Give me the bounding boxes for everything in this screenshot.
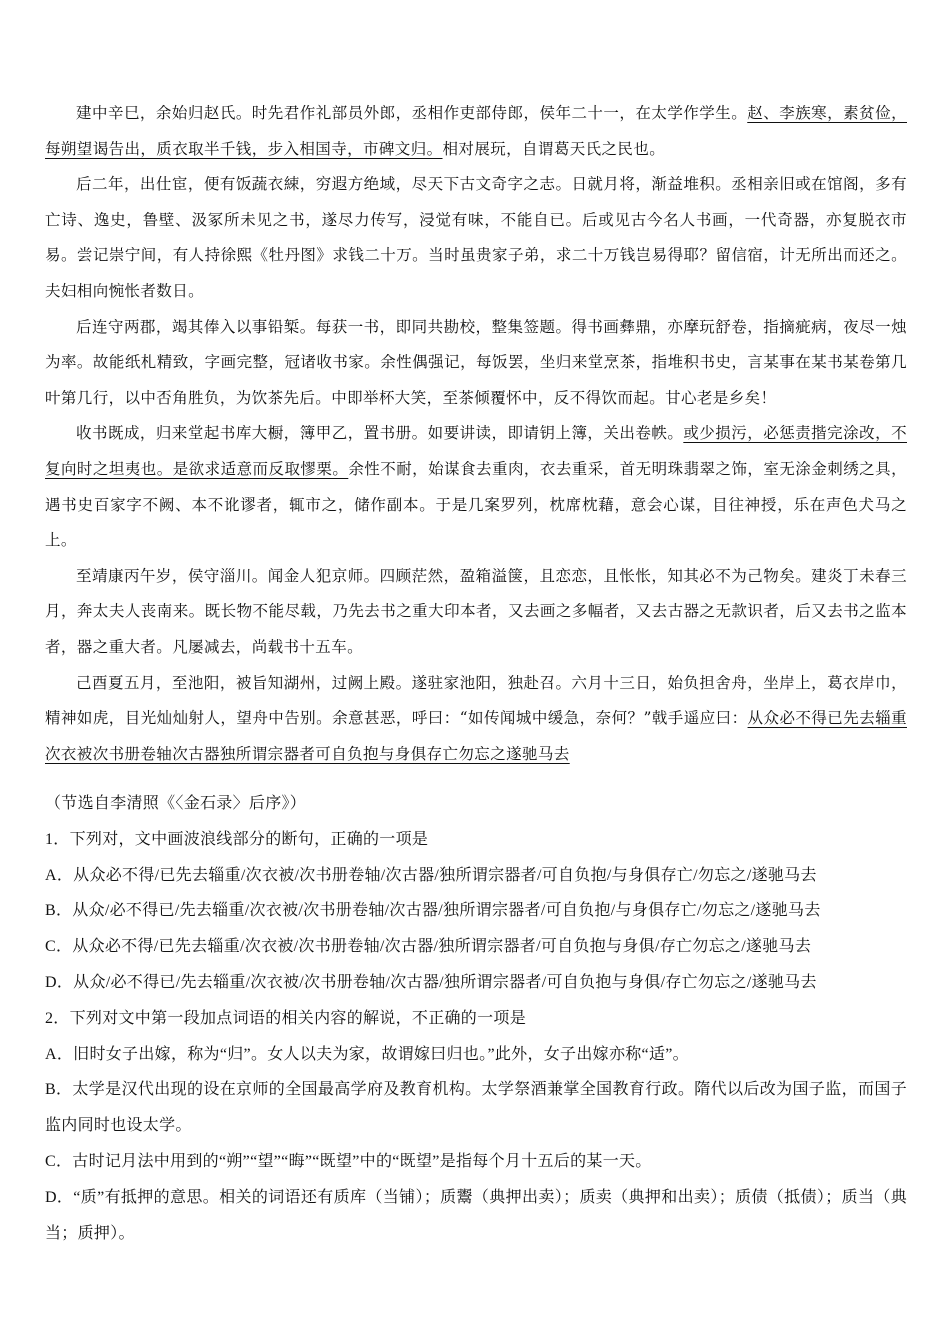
passage-paragraph-5: 至靖康丙午岁，侯守淄川。闻金人犯京师。四顾茫然，盈箱溢箧，且恋恋，且怅怅，知其必不为己物矣。建炎丁未春三月，奔太夫人丧南来。既长物不能尽载，乃先去书之重大印本者，又去画之多幅者，又去古器之无款识者，后又去书之监本者，器之重大者。凡屡减去，尚载书十五车。: [45, 566, 907, 656]
wavy-underlined-sentence: 从众必不得已先去辎重次衣被次书册卷轴次古器独所谓宗器者可自负抱与身俱存亡勿忘之遂驰马去: [45, 709, 907, 763]
questions-section: [45, 786, 907, 1251]
question-1-option-c: C．从众必不得/已先去辎重/次衣被/次书册卷轴/次古器/独所谓宗器者/可自负抱与身俱/存亡勿忘之/遂驰马去: [45, 938, 812, 956]
question-1-option-b: B．从众/必不得已/先去辎重/次衣被/次书册卷轴/次古器/独所谓宗器者/可自负抱/与身俱存亡/勿忘之/遂驰马去: [45, 902, 821, 920]
passage-paragraph-6: [45, 666, 907, 773]
underlined-sentence-2: 或少损污，必惩责揩完涂改，不复向时之坦夷也。是欲求适意而反取憀栗。: [45, 424, 907, 478]
passage-text: 己酉夏五月，至池阳，被旨知湖州，过阙上殿。遂驻家池阳，独赴召。六月十三日，始负担舍舟，坐岸上，葛衣岸巾，精神如虎，目光灿灿射人，望舟中告别。余意甚恶，呼曰：“如传闻城中缓急，奈何？”戟手遥应曰：: [45, 673, 907, 728]
question-2-stem: 2．下列对文中第一段加点词语的相关内容的解说，不正确的一项是: [45, 1009, 527, 1027]
underlined-sentence-1: 赵、李族寒，素贫俭，每朔望谒告出，质衣取半千钱，步入相国寺，市碑文归。: [45, 104, 907, 158]
question-2-option-a: A．旧时女子出嫁，称为“归”。女人以夫为家，故谓嫁曰归也。”此外，女子出嫁亦称“适”。: [45, 1045, 689, 1063]
question-2-option-c: C．古时记月法中用到的“朔”“望”“晦”“既望”中的“既望”是指每个月十五后的某一天。: [45, 1152, 652, 1170]
passage-text: 余性不耐，始谋食去重肉，衣去重采，首无明珠翡翠之饰，室无涂金刺绣之具，遇书史百家字不阙、本不讹谬者，辄市之，储作副本。于是几案罗列，枕席枕藉，意会心谋，目往神授，乐在声色犬马之上。: [45, 459, 907, 550]
passage-text: 相对展玩，自谓葛天氏之民也。: [442, 139, 666, 158]
passage-paragraph-3: 后连守两郡，竭其俸入以事铅椠。每获一书，即同共勘校，整集签题。得书画彝鼎，亦摩玩舒卷，指摘疵病，夜尽一烛为率。故能纸札精致，字画完整，冠诸收书家。余性偶强记，每饭罢，坐归来堂烹茶，指堆积书史，言某事在某书某卷第几叶第几行，以中否角胜负，为饮茶先后。中即举杯大笑，至茶倾覆怀中，反不得饮而起。甘心老是乡矣！: [45, 317, 907, 407]
passage-paragraph-2: 后二年，出仕宦，便有饭蔬衣綀，穷遐方绝域，尽天下古文奇字之志。日就月将，渐益堆积。丞相亲旧或在馆阁，多有亡诗、逸史，鲁壁、汲冢所未见之书，遂尽力传写，浸觉有味，不能自已。后或见古今名人书画，一代奇器，亦复脱衣市易。尝记崇宁间，有人持徐熙《牡丹图》求钱二十万。当时虽贵家子弟，求二十万钱岂易得耶？留信宿，计无所出而还之。夫妇相向惋怅者数日。: [45, 175, 907, 300]
passage-paragraph-4: [45, 416, 907, 558]
question-2-option-d: D．“质”有抵押的意思。相关的词语还有质库（当铺）；质鬻（典押出卖）；质卖（典押和出卖）；质债（抵债）；质当（典当；质押）。: [45, 1188, 907, 1242]
source-note: （节选自李清照《〈金石录〉后序》）: [45, 795, 307, 812]
question-1-option-d: D．从众/必不得已/先去辎重/次衣被/次书册卷轴/次古器/独所谓宗器者/可自负抱与身俱/存亡勿忘之/遂驰马去: [45, 973, 817, 991]
passage-text: 建中辛巳，余始归赵氏。时先君作礼部员外郎，丞相作吏部侍郎，侯年二十一，在太学作学生。: [76, 104, 748, 122]
question-1-stem: 1．下列对，文中画波浪线部分的断句，正确的一项是: [45, 830, 429, 848]
passage-text: 收书既成，归来堂起书库大橱，簿甲乙，置书册。如要讲读，即请钥上簿，关出卷帙。: [76, 424, 684, 443]
classical-passage: [45, 96, 907, 772]
question-2-option-b: B．太学是汉代出现的设在京师的全国最高学府及教育机构。太学祭酒兼掌全国教育行政。隋代以后改为国子监，而国子监内同时也设太学。: [45, 1081, 907, 1135]
passage-paragraph-1: [45, 96, 907, 167]
question-1-option-a: A．从众必不得/已先去辎重/次衣被/次书册卷轴/次古器/独所谓宗器者/可自负抱/与身俱存亡/勿忘之/遂驰马去: [45, 866, 817, 884]
